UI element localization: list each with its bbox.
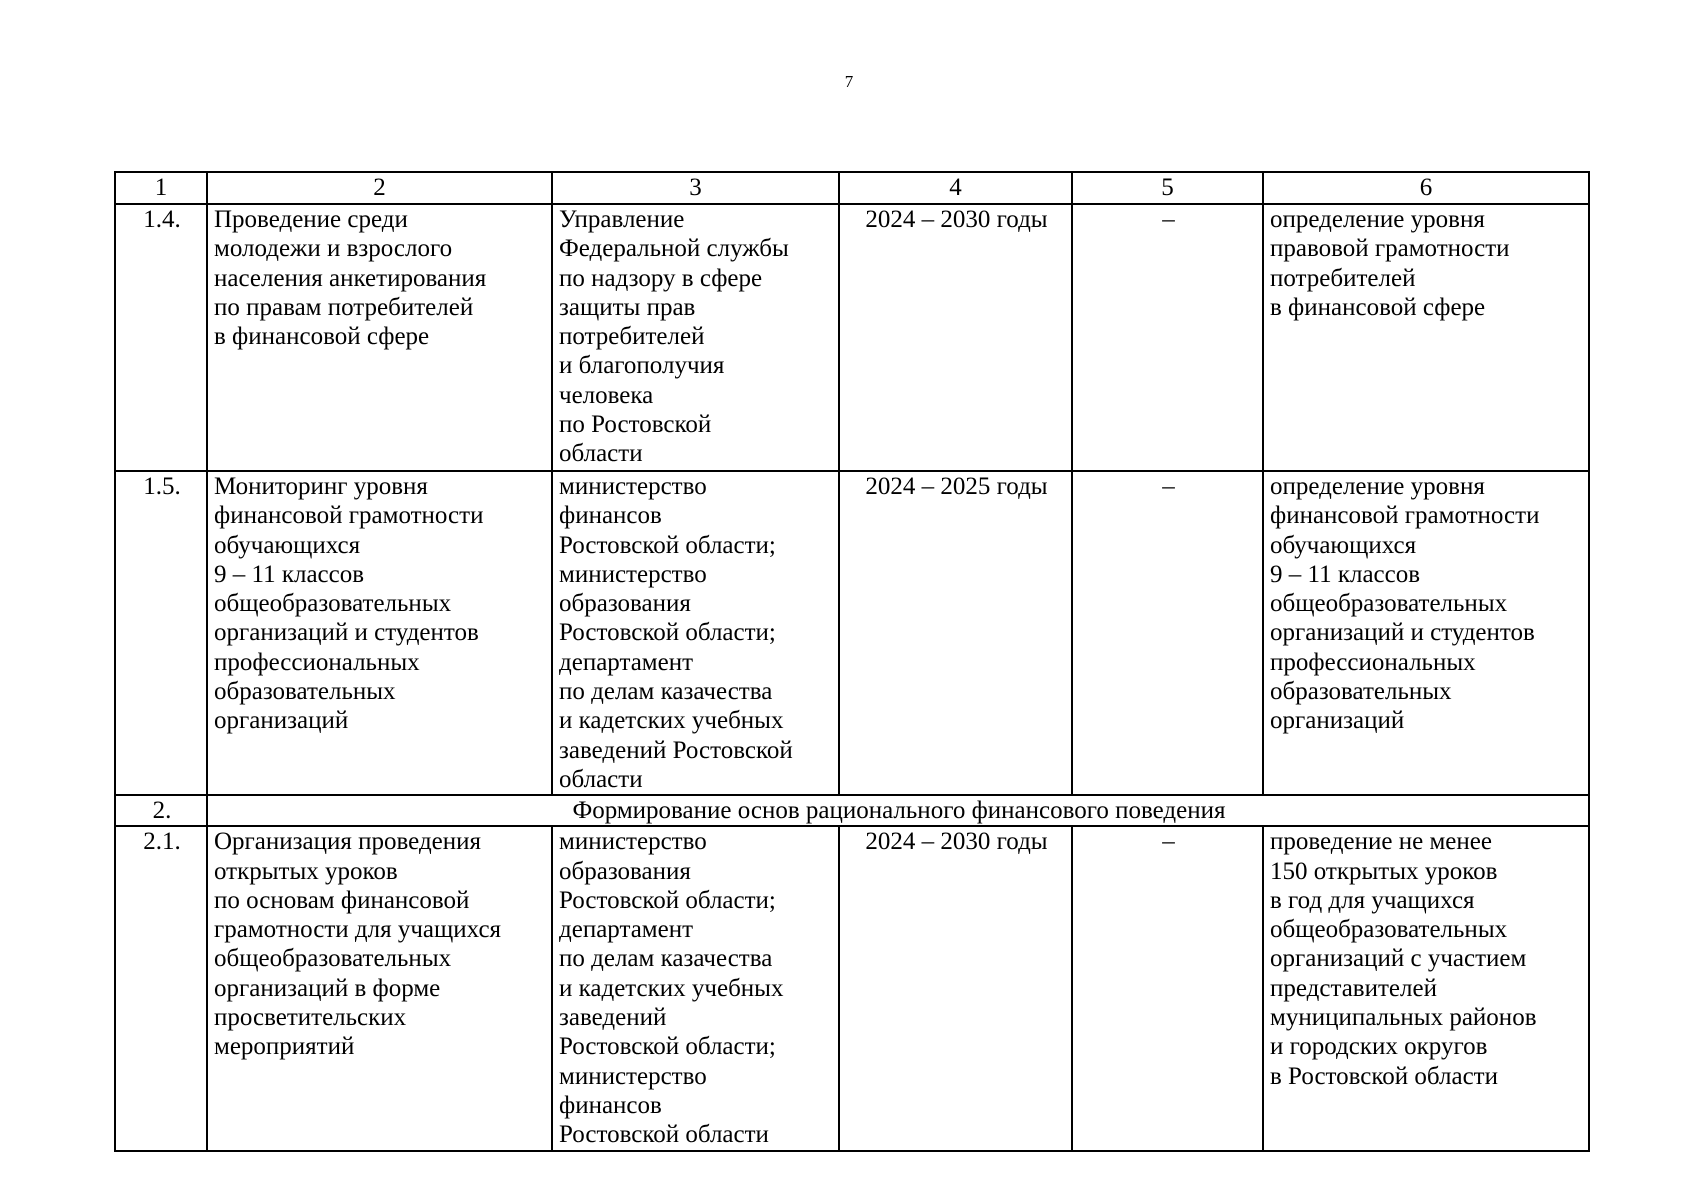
period-cell: 2024 – 2030 годы — [839, 204, 1072, 471]
measure-cell: Организация проведения открытых уроков по основам финансовой грамотности для учащихся общеобразовательных организаций в форме просветительских мероприятий — [207, 826, 552, 1151]
executor-cell: министерство финансов Ростовской области; министерство образования Ростовской области; департамент по делам казачества и кадетских учебных заведений Ростовской области — [552, 471, 839, 795]
column-number-4: 4 — [839, 172, 1072, 204]
executor-cell: Управление Федеральной службы по надзору в сфере защиты прав потребителей и благополучия человека по Ростовской области — [552, 204, 839, 471]
funding-cell: – — [1072, 204, 1263, 471]
column-number-6: 6 — [1263, 172, 1589, 204]
column-number-row — [115, 172, 1589, 204]
table-row — [115, 826, 1589, 1151]
result-cell: проведение не менее 150 открытых уроков в год для учащихся общеобразовательных организаций с участием представителей муниципальных районов и городских округов в Ростовской области — [1263, 826, 1589, 1151]
row-number: 1.5. — [115, 471, 207, 795]
table-row — [115, 471, 1589, 795]
table-row — [115, 204, 1589, 471]
result-cell: определение уровня правовой грамотности потребителей в финансовой сфере — [1263, 204, 1589, 471]
row-number: 1.4. — [115, 204, 207, 471]
funding-cell: – — [1072, 471, 1263, 795]
column-number-1: 1 — [115, 172, 207, 204]
column-number-3: 3 — [552, 172, 839, 204]
section-number: 2. — [115, 795, 207, 826]
column-number-2: 2 — [207, 172, 552, 204]
section-title: Формирование основ рационального финансового поведения — [207, 795, 1589, 826]
measure-cell: Проведение среди молодежи и взрослого населения анкетирования по правам потребителей в финансовой сфере — [207, 204, 552, 471]
section-row — [115, 795, 1589, 826]
executor-cell: министерство образования Ростовской области; департамент по делам казачества и кадетских учебных заведений Ростовской области; министерство финансов Ростовской области — [552, 826, 839, 1151]
measures-table — [114, 171, 1590, 1152]
page-number: 7 — [844, 72, 854, 91]
period-cell: 2024 – 2025 годы — [839, 471, 1072, 795]
measure-cell: Мониторинг уровня финансовой грамотности обучающихся 9 – 11 классов общеобразовательных организаций и студентов профессиональных образовательных организаций — [207, 471, 552, 795]
period-cell: 2024 – 2030 годы — [839, 826, 1072, 1151]
funding-cell: – — [1072, 826, 1263, 1151]
column-number-5: 5 — [1072, 172, 1263, 204]
result-cell: определение уровня финансовой грамотности обучающихся 9 – 11 классов общеобразовательных организаций и студентов профессиональных образовательных организаций — [1263, 471, 1589, 795]
row-number: 2.1. — [115, 826, 207, 1151]
